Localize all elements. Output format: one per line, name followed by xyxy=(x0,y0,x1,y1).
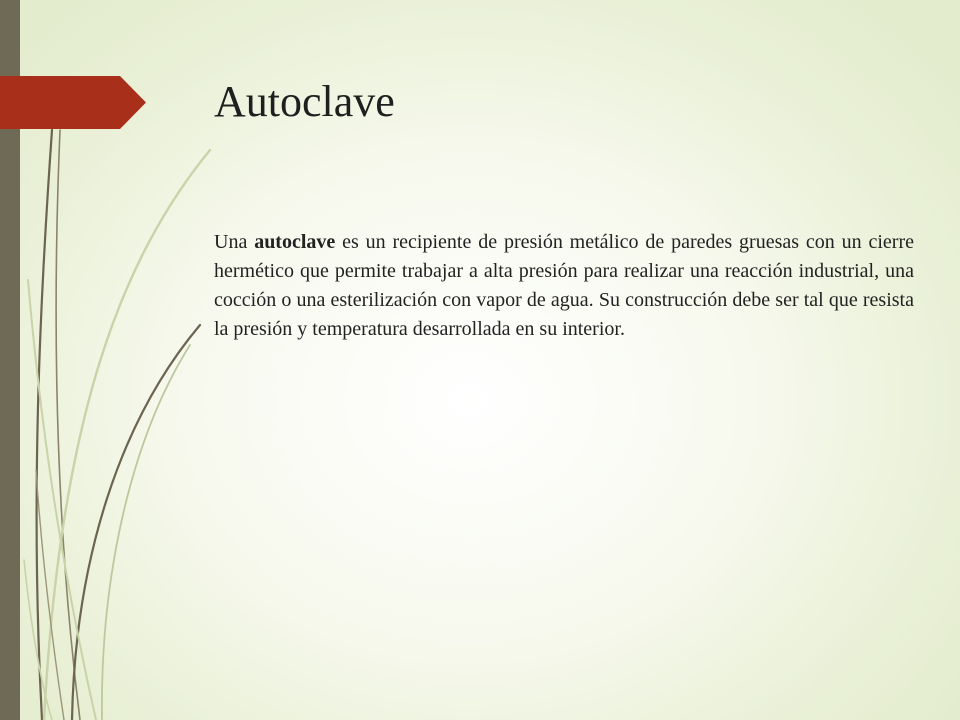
body-rest: es un recipiente de presión metálico de paredes gruesas con un cierre hermético que permite trabajar a alta presión para realizar una reacción industrial, una cocción o una esterilización con vapor de agua. Su construcción debe ser tal que resista la presión y temperatura desarrollada en su interior. xyxy=(214,231,914,340)
body-prefix: Una xyxy=(214,231,255,253)
slide-title: Autoclave xyxy=(214,77,395,126)
body-bold-term: autoclave xyxy=(254,231,336,253)
slide-body-text xyxy=(214,228,914,344)
title-arrow-tab-icon xyxy=(0,76,146,129)
